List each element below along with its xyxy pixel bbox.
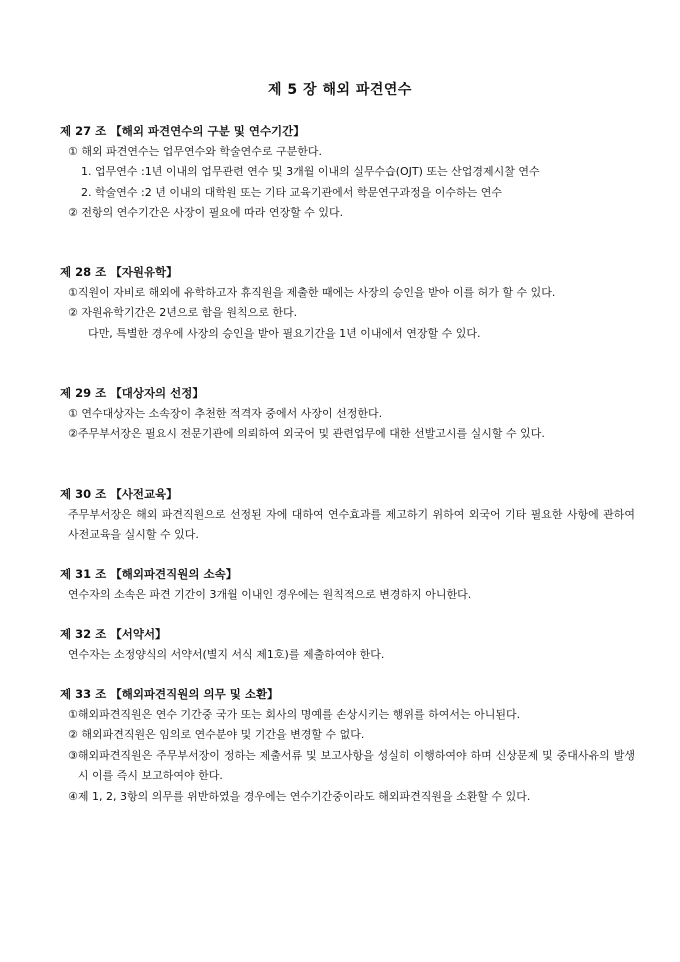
article-27 [60,121,635,224]
item-text: 1년 이내의 업무관련 연수 및 3개월 이내의 실무수습(OJT) 또는 산업경제시찰 연수 [144,165,540,178]
article-text: 주무부서장은 해외 파견직원으로 선정된 자에 대하여 연수효과를 제고하기 위하여 외국어 기타 필요한 사항에 관하여 사전교육을 실시할 수 있다. [68,507,635,541]
article-31 [60,564,635,605]
article-heading: 제 32 조 【서약서】 [60,627,167,641]
clause-1: ① 연수대상자는 소속장이 추천한 적격자 중에서 사장이 선정한다. [68,406,383,420]
clause-text: 제 1, 2, 3항의 의무를 위반하였을 경우에는 연수기간중이라도 해외파견직원을 소환할 수 있다. [77,789,531,803]
clause-mark: ④ [68,789,78,803]
chapter-title: 제 5 장 해외 파견연수 [268,82,412,98]
clause-2: ② 해외파견직원은 임의로 연수분야 및 기간을 변경할 수 없다. [68,728,365,741]
item-mark: 1. 업무연수 : [81,165,145,178]
article-text: 연수자의 소속은 파견 기간이 3개월 이내인 경우에는 원칙적으로 변경하지 아니한다. [68,587,472,601]
item-1 [60,162,635,183]
clause-1 [60,705,635,726]
article-heading: 제 31 조 【해외파견직원의 소속】 [60,567,238,581]
clause-text: 직원이 자비로 해외에 유학하고자 휴직원을 제출한 때에는 사장의 승인을 받아 이를 허가 할 수 있다. [77,285,556,299]
article-heading: 제 29 조 【대상자의 선정】 [60,386,204,400]
clause-mark: ① [68,707,78,721]
article-heading: 제 27 조 【해외 파견연수의 구분 및 연수기간】 [60,124,305,138]
article-heading: 제 28 조 【자원유학】 [60,265,178,279]
clause-1 [60,283,635,304]
article-28 [60,262,635,344]
clause-2 [60,424,635,445]
clause-2: ② 전항의 연수기간은 사장이 필요에 따라 연장할 수 있다. [68,206,344,219]
article-33 [60,684,635,807]
clause-text: 해외파견직원은 주무부서장이 정하는 제출서류 및 보고사항을 성실히 이행하여야 하며 신상문제 및 중대사유의 발생 시 이를 즉시 보고하여야 한다. [77,748,635,782]
item-2: 2. 학술연수 :2 년 이내의 대학원 또는 기타 교육기관에서 학문연구과정을 이수하는 연수 [81,185,502,199]
article-heading: 제 30 조 【사전교육】 [60,487,178,501]
clause-1: ① 해외 파견연수는 업무연수와 학술연수로 구분한다. [68,144,322,158]
clause-text: 주무부서장은 필요시 전문기관에 의뢰하여 외국어 및 관련업무에 대한 선발고시를 실시할 수 있다. [77,427,545,440]
clause-text: 해외파견직원은 연수 기간중 국가 또는 회사의 명예를 손상시키는 행위를 하여서는 아니된다. [77,707,521,721]
clause-2-continuation: 다만, 특별한 경우에 사장의 승인을 받아 필요기간을 1년 이내에서 연장할 수 있다. [88,326,481,340]
clause-2: ② 자원유학기간은 2년으로 함을 원칙으로 한다. [68,306,298,319]
article-heading: 제 33 조 【해외파견직원의 의무 및 소환】 [60,687,279,701]
clause-mark: ③ [68,748,78,762]
clause-mark: ① [68,285,78,299]
article-text: 연수자는 소정양식의 서약서(별지 서식 제1호)를 제출하여야 한다. [68,647,385,661]
clause-4 [60,787,635,808]
clause-3 [60,746,635,787]
article-30 [60,484,635,546]
article-29 [60,383,635,445]
clause-mark: ② [68,427,78,440]
article-32 [60,624,635,665]
